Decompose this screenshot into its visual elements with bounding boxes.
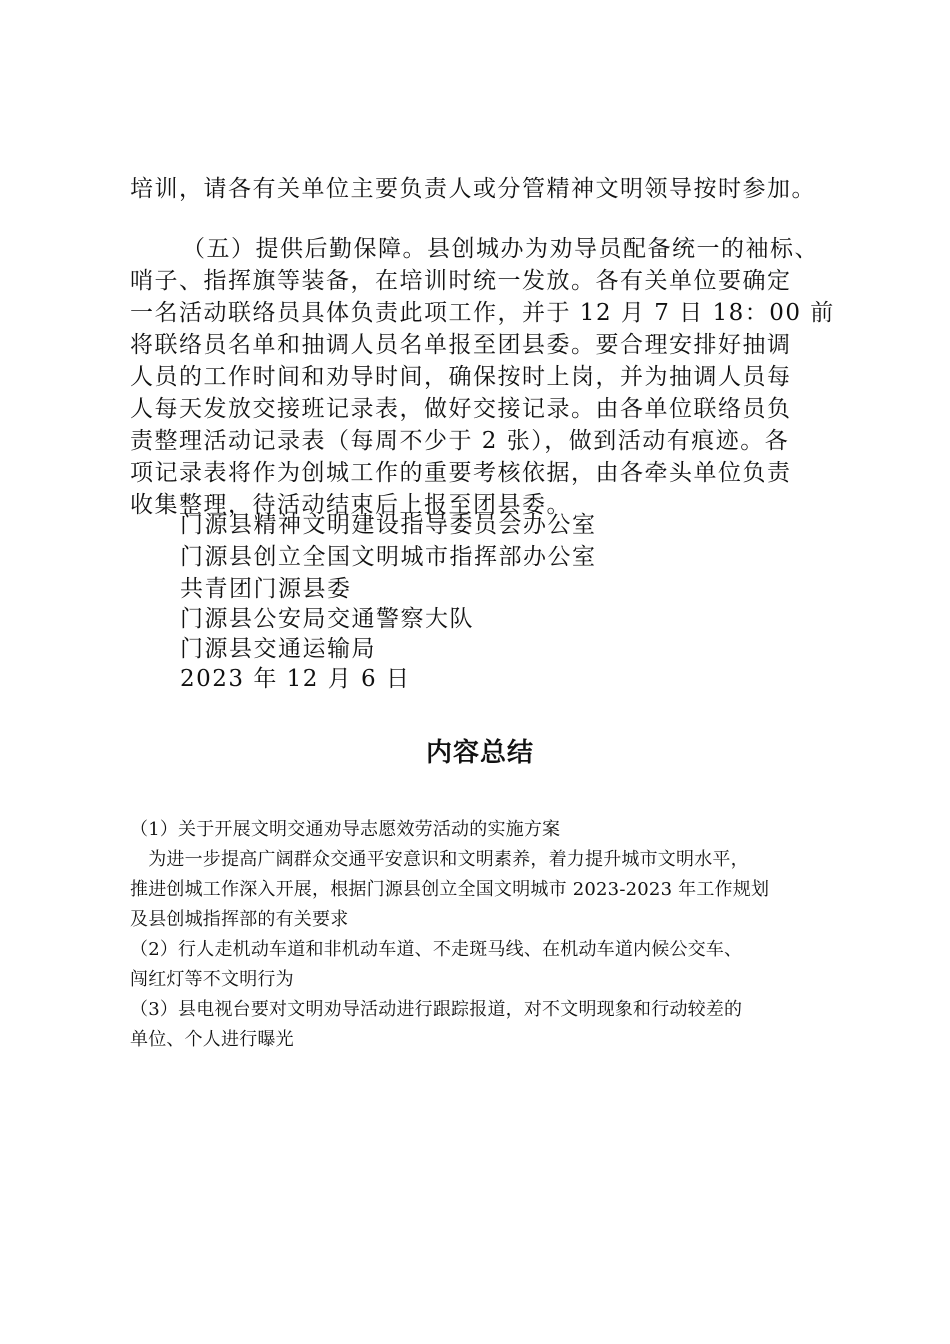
summary-line: 单位、个人进行曝光	[130, 1029, 294, 1050]
signature-org: 门源县创立全国文明城市指挥部办公室	[180, 544, 597, 570]
text-line: 培训，请各有关单位主要负责人或分管精神文明领导按时参加。	[130, 176, 816, 202]
paragraph-training-attendance	[130, 173, 830, 205]
text-line: 将联络员名单和抽调人员名单报至团县委。要合理安排好抽调	[130, 332, 792, 358]
signature-org: 门源县公安局交通警察大队	[180, 606, 474, 632]
text-line: 责整理活动记录表（每周不少于 2 张），做到活动有痕迹。各	[130, 428, 790, 454]
text-line: 收集整理，待活动结束后上报至团县委。	[130, 492, 571, 518]
text-line: 人每天发放交接班记录表，做好交接记录。由各单位联络员负	[130, 396, 792, 422]
signature-org: 共青团门源县委	[180, 576, 352, 602]
summary-line: 闯红灯等不文明行为	[130, 969, 294, 990]
summary-line: 为进一步提高广阔群众交通平安意识和文明素养，着力提升城市文明水平，	[130, 849, 749, 870]
signature-org: 门源县交通运输局	[180, 636, 376, 662]
signature-date: 2023 年 12 月 6 日	[180, 666, 411, 692]
text-line: 人员的工作时间和劝导时间，确保按时上岗，并为抽调人员每	[130, 364, 792, 390]
text-line: （五）提供后勤保障。县创城办为劝导员配备统一的袖标、	[182, 236, 819, 262]
text-line: 一名活动联络员具体负责此项工作，并于 12 月 7 日 18：00 前	[130, 300, 835, 326]
summary-line: （1）关于开展文明交通劝导志愿效劳活动的实施方案	[130, 819, 561, 840]
signature-org: 门源县精神文明建设指导委员会办公室	[180, 512, 597, 538]
summary-line: 推进创城工作深入开展，根据门源县创立全国文明城市 2023-2023 年工作规划	[130, 879, 770, 900]
summary-title: 内容总结	[425, 738, 534, 768]
summary-line: （2）行人走机动车道和非机动车道、不走斑马线、在机动车道内候公交车、	[130, 939, 743, 960]
text-line: 项记录表将作为创城工作的重要考核依据，由各牵头单位负责	[130, 460, 792, 486]
summary-line: 及县创城指挥部的有关要求	[130, 909, 349, 930]
summary-line: （3）县电视台要对文明劝导活动进行跟踪报道，对不文明现象和行动较差的	[130, 999, 743, 1020]
paragraph-logistics	[130, 233, 835, 521]
text-line: 哨子、指挥旗等装备，在培训时统一发放。各有关单位要确定	[130, 268, 792, 294]
